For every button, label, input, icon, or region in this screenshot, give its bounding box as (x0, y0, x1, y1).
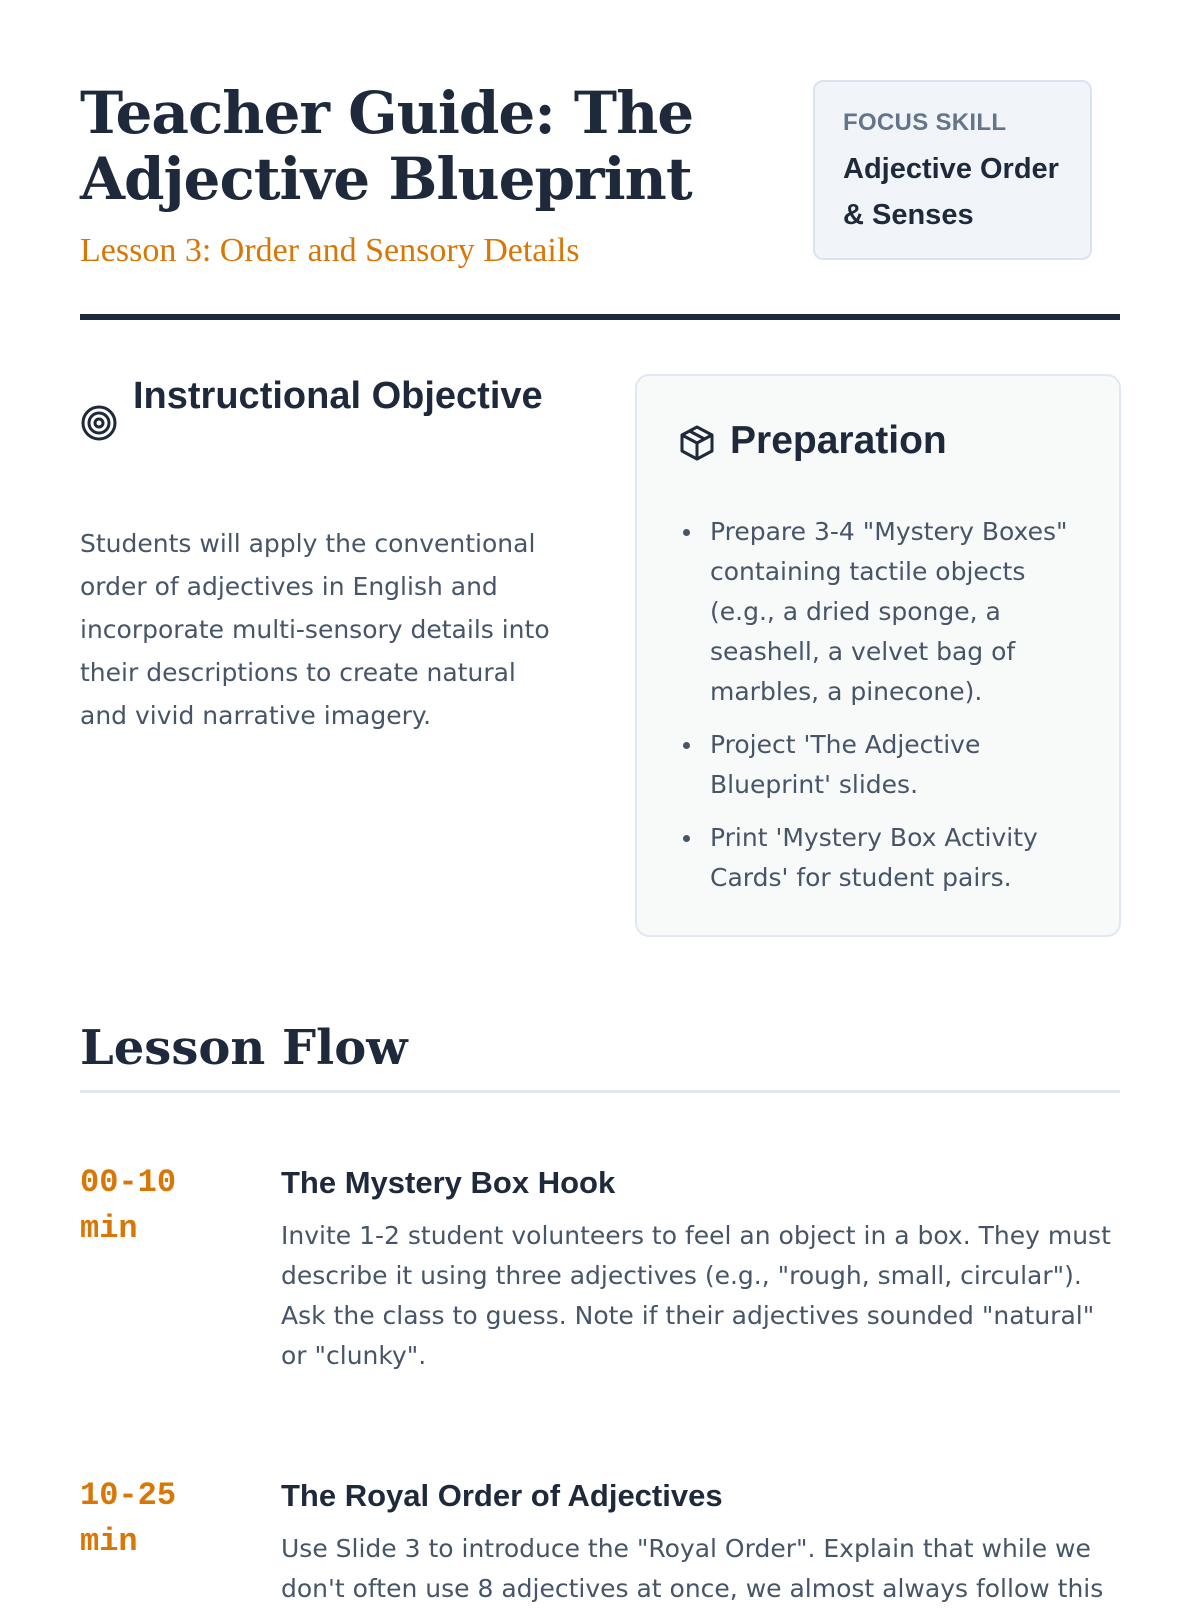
box-icon (678, 424, 716, 462)
focus-skill-value: Adjective Order & Senses (843, 153, 1059, 231)
instructional-objective-section (80, 370, 560, 730)
focus-skill-label: FOCUS SKILL (843, 109, 1007, 136)
lesson-flow-title: Lesson Flow (80, 1020, 408, 1076)
step-time: 10-25 min (80, 1477, 177, 1560)
page-title: Teacher Guide: The Adjective Blueprint (80, 79, 694, 213)
step-title: The Mystery Box Hook (281, 1165, 616, 1200)
list-item: Project 'The Adjective Blueprint' slides. (710, 725, 1080, 805)
step-text: Use Slide 3 to introduce the "Royal Order". Explain that while we don't often use 8 adjectives at once, we almost always follow this (281, 1534, 1104, 1603)
step-body (281, 1473, 1116, 1609)
step-time: 00-10 min (80, 1164, 177, 1247)
preparation-card (635, 374, 1121, 937)
target-icon (80, 404, 118, 442)
list-item: Prepare 3-4 "Mystery Boxes" containing tactile objects (e.g., a dried sponge, a seashell, a velvet bag of marbles, a pinecone). (710, 512, 1080, 712)
lesson-flow-divider (80, 1090, 1120, 1093)
objective-text: Students will apply the conventional order of adjectives in English and incorporate multi-sensory details into their descriptions to create natural and vivid narrative imagery. (80, 529, 550, 730)
objective-title: Instructional Objective (133, 375, 543, 417)
header-divider (80, 314, 1120, 320)
preparation-title: Preparation (730, 419, 947, 462)
objective-heading-row (80, 370, 560, 480)
focus-skill-card (813, 80, 1092, 260)
lesson-subtitle: Lesson 3: Order and Sensory Details (80, 232, 580, 269)
step-body (281, 1160, 1116, 1376)
page-header (80, 80, 1120, 320)
step-text: Invite 1-2 student volunteers to feel an object in a box. They must describe it using three adjectives (e.g., "rough, small, circular"). Ask the class to guess. Note if their adjectives sounded "natural" or "clunky". (281, 1221, 1111, 1370)
list-item: Print 'Mystery Box Activity Cards' for student pairs. (710, 818, 1080, 898)
step-title: The Royal Order of Adjectives (281, 1478, 723, 1513)
preparation-list (710, 512, 1080, 911)
teacher-guide-page (80, 0, 1120, 1603)
